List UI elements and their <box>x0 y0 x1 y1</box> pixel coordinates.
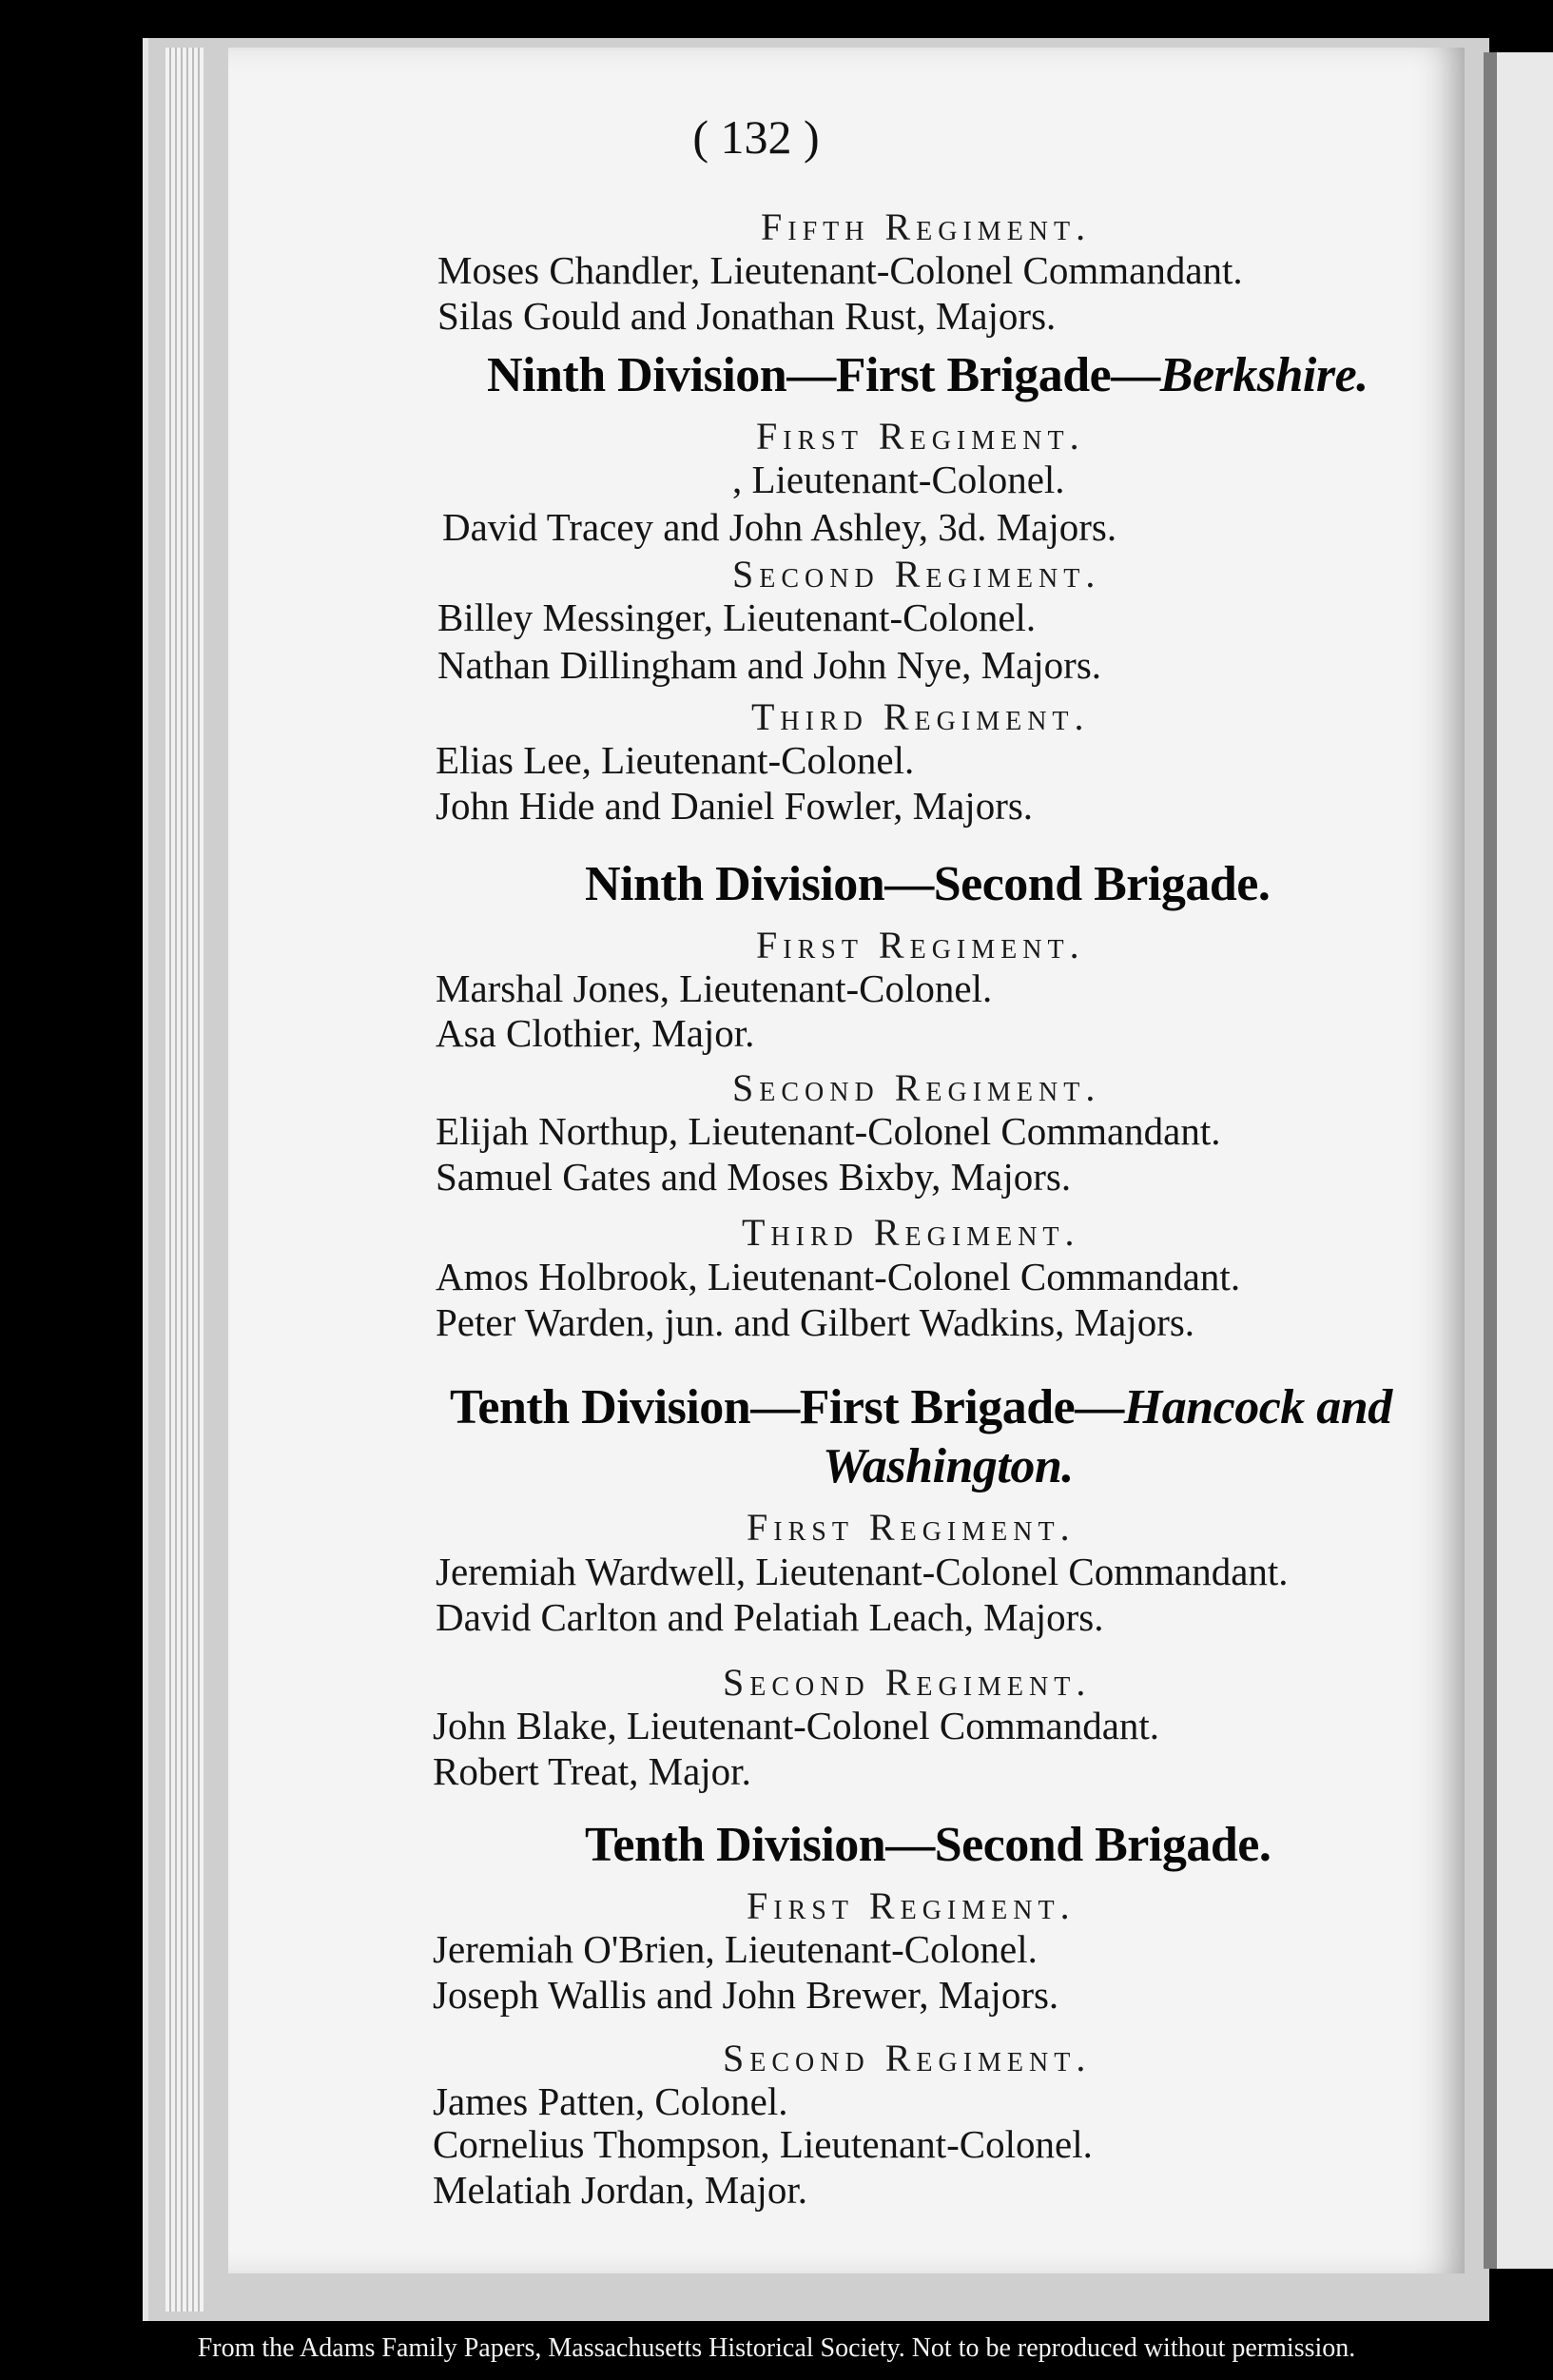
regiment-heading: Third Regiment. <box>751 695 1090 738</box>
officer-line: Samuel Gates and Moses Bixby, Majors. <box>436 1155 1072 1199</box>
page-number: ( 132 ) <box>692 110 820 164</box>
regiment-heading: Second Regiment. <box>732 553 1101 595</box>
officer-line: Amos Holbrook, Lieutenant-Colonel Commandant. <box>436 1255 1241 1298</box>
division-heading-continued: Washington. <box>823 1439 1074 1493</box>
officer-line: David Carlton and Pelatiah Leach, Majors. <box>436 1595 1104 1639</box>
regiment-heading: Second Regiment. <box>723 1661 1092 1704</box>
officer-line: Peter Warden, jun. and Gilbert Wadkins, Majors. <box>436 1300 1195 1344</box>
officer-line: Melatiah Jordan, Major. <box>433 2168 807 2212</box>
regiment-heading: Third Regiment. <box>742 1211 1080 1254</box>
division-heading: Tenth Division—First Brigade—Hancock and <box>450 1380 1392 1434</box>
officer-line: Cornelius Thompson, Lieutenant-Colonel. <box>433 2122 1093 2166</box>
officer-line: Joseph Wallis and John Brewer, Majors. <box>433 1973 1059 2017</box>
officer-line: John Blake, Lieutenant-Colonel Commandant. <box>433 1704 1160 1747</box>
officer-line: John Hide and Daniel Fowler, Majors. <box>436 784 1034 828</box>
officer-line: Marshal Jones, Lieutenant-Colonel. <box>436 966 993 1010</box>
officer-line: Elias Lee, Lieutenant-Colonel. <box>436 738 915 782</box>
officer-line: Nathan Dillingham and John Nye, Majors. <box>437 643 1102 687</box>
regiment-heading: First Regiment. <box>747 1884 1076 1927</box>
officer-line: Moses Chandler, Lieutenant-Colonel Commandant. <box>437 248 1243 292</box>
division-heading: Ninth Division—First Brigade—Berkshire. <box>487 348 1369 402</box>
officer-line: David Tracey and John Ashley, 3d. Majors. <box>442 505 1117 549</box>
regiment-heading: First Regiment. <box>756 924 1085 966</box>
officer-line: Robert Treat, Major. <box>433 1749 751 1793</box>
regiment-heading: Second Regiment. <box>723 2037 1092 2079</box>
copyright-footer: From the Adams Family Papers, Massachusetts Historical Society. Not to be reproduced without permission. <box>197 2333 1356 2363</box>
regiment-heading: Second Regiment. <box>732 1066 1101 1109</box>
regiment-heading: First Regiment. <box>747 1506 1076 1549</box>
officer-line: Jeremiah O'Brien, Lieutenant-Colonel. <box>433 1927 1038 1971</box>
officer-line: Asa Clothier, Major. <box>436 1011 755 1055</box>
officer-line: , Lieutenant-Colonel. <box>732 458 1065 501</box>
page-content <box>228 48 1465 2273</box>
division-heading: Tenth Division—Second Brigade. <box>585 1818 1272 1872</box>
officer-line: Billey Messinger, Lieutenant-Colonel. <box>437 595 1037 639</box>
officer-line: Jeremiah Wardwell, Lieutenant-Colonel Commandant. <box>436 1550 1289 1593</box>
regiment-heading: Fifth Regiment. <box>761 205 1092 248</box>
officer-line: James Patten, Colonel. <box>433 2079 788 2123</box>
facing-page-edge <box>1484 52 1553 2269</box>
regiment-heading: First Regiment. <box>756 415 1085 458</box>
officer-line: Silas Gould and Jonathan Rust, Majors. <box>437 294 1057 338</box>
officer-line: Elijah Northup, Lieutenant-Colonel Commandant. <box>436 1109 1221 1153</box>
division-heading: Ninth Division—Second Brigade. <box>585 857 1271 911</box>
